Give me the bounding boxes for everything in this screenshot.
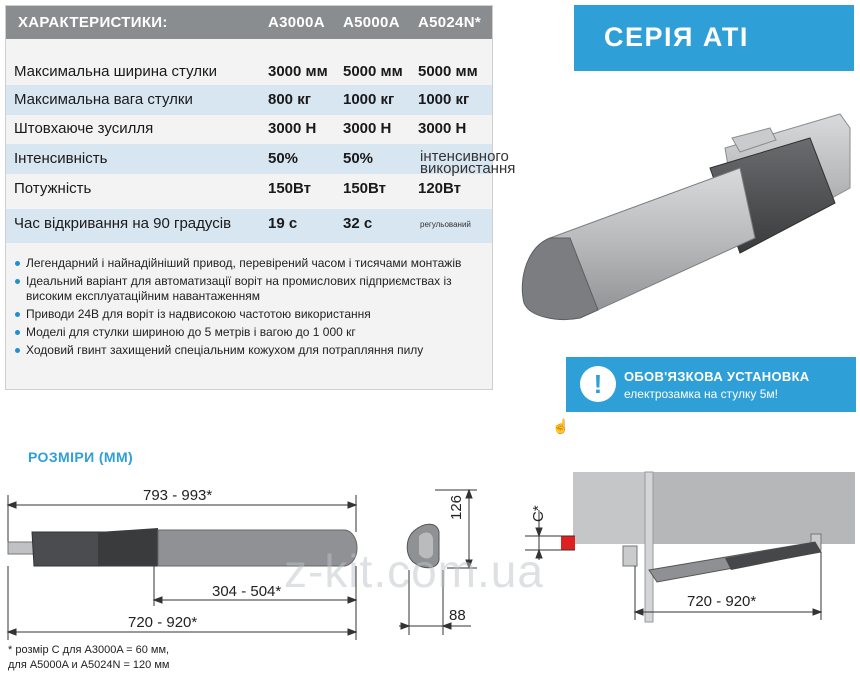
actuator-top <box>649 542 821 582</box>
install-view-drawing <box>515 470 860 642</box>
spec-value-a5000a: 1000 кг <box>343 91 395 108</box>
spec-value-a3000a: 150Вт <box>268 180 312 197</box>
spec-value-a5000a: 32 с <box>343 215 373 232</box>
spec-name: Потужність <box>14 180 92 197</box>
spec-row <box>6 209 492 243</box>
spec-name: Штовхаюче зусилля <box>14 120 154 137</box>
spec-header-col3: A5024N* <box>418 14 481 31</box>
spec-row <box>6 114 492 144</box>
hand-cursor-icon: ☝ <box>552 418 570 434</box>
spec-value-a5024n: регульований <box>420 220 471 229</box>
spec-panel <box>5 5 516 390</box>
feature-item: Ходовий гвинт захищений спеціальним кожухом для потрапляння пилу <box>14 343 484 358</box>
spec-value-a5024n: 5000 мм <box>418 63 478 80</box>
spec-name: Максимальна ширина стулки <box>14 63 217 80</box>
base-length-label: 720 - 920* <box>128 614 198 631</box>
overall-length-label: 793 - 993* <box>143 487 213 504</box>
feature-item: Моделі для стулки шириною до 5 метрів і вагою до 1 000 кг <box>14 325 484 340</box>
footnote <box>8 643 169 673</box>
series-title: СЕРІЯ ATI <box>574 5 854 71</box>
spec-value-a5024n: 1000 кг <box>418 91 470 108</box>
spec-value-a5024n <box>420 148 516 177</box>
spec-value-a5000a: 5000 мм <box>343 63 403 80</box>
spec-value-a5000a: 3000 Н <box>343 120 392 137</box>
spec-note-line: інтенсивного <box>420 148 509 165</box>
spec-name: Максимальна вага стулки <box>14 91 193 108</box>
product-image <box>510 78 856 356</box>
spec-name: Час відкривання на 90 градусів <box>14 215 232 232</box>
install-length-label: 720 - 920* <box>687 593 757 610</box>
feature-list <box>14 256 484 361</box>
spec-row <box>6 57 492 87</box>
feature-item: Ідеальний варіант для автоматизації воріт на промислових підприємствах із високим експлуатаційним навантаженням <box>14 274 484 304</box>
spec-value-a3000a: 50% <box>268 150 299 167</box>
c-label: C* <box>530 505 547 522</box>
red-marker <box>561 536 575 550</box>
height-label: 126 <box>448 494 465 520</box>
warning-box <box>566 357 856 412</box>
spec-value-a5000a: 150Вт <box>343 180 387 197</box>
warning-text: електрозамка на стулку 5м! <box>624 387 778 401</box>
watermark: z-kit.com.ua <box>284 545 544 597</box>
spec-value-a5024n: 120Вт <box>418 180 462 197</box>
spec-value-a3000a: 800 кг <box>268 91 311 108</box>
spec-header-col2: A5000A <box>343 14 400 31</box>
dimensions-title: РОЗМІРИ (ММ) <box>28 449 134 465</box>
spec-value-a3000a: 3000 Н <box>268 120 317 137</box>
spec-row <box>6 144 516 177</box>
footnote-line: для A5000A и A5024N = 120 мм <box>8 659 170 671</box>
spec-header-col1: A3000A <box>268 14 325 31</box>
spec-header <box>6 6 492 39</box>
spec-value-a3000a: 19 с <box>268 215 298 232</box>
spec-value-a3000a: 3000 мм <box>268 63 328 80</box>
spec-row <box>6 174 492 204</box>
footnote-line: * розмір С для A3000A = 60 мм, <box>8 644 170 656</box>
stroke-label: 304 - 504* <box>212 583 282 600</box>
feature-item: Приводи 24В для воріт із надвисокою частотою використання <box>14 307 484 322</box>
spec-row <box>6 85 492 115</box>
feature-item: Легендарний і найнадійніший привод, перевірений часом і тисячами монтажів <box>14 256 484 271</box>
spec-name: Інтенсивність <box>14 150 108 167</box>
spec-value-a5024n: 3000 Н <box>418 120 467 137</box>
spec-header-title: ХАРАКТЕРИСТИКИ: <box>18 14 168 31</box>
exclamation-icon: ! <box>580 366 616 402</box>
spec-value-a5000a: 50% <box>343 150 374 167</box>
warning-title: ОБОВ'ЯЗКОВА УСТАНОВКА <box>624 369 810 384</box>
spec-note-line: використання <box>420 160 516 177</box>
width-label: 88 <box>449 607 466 624</box>
